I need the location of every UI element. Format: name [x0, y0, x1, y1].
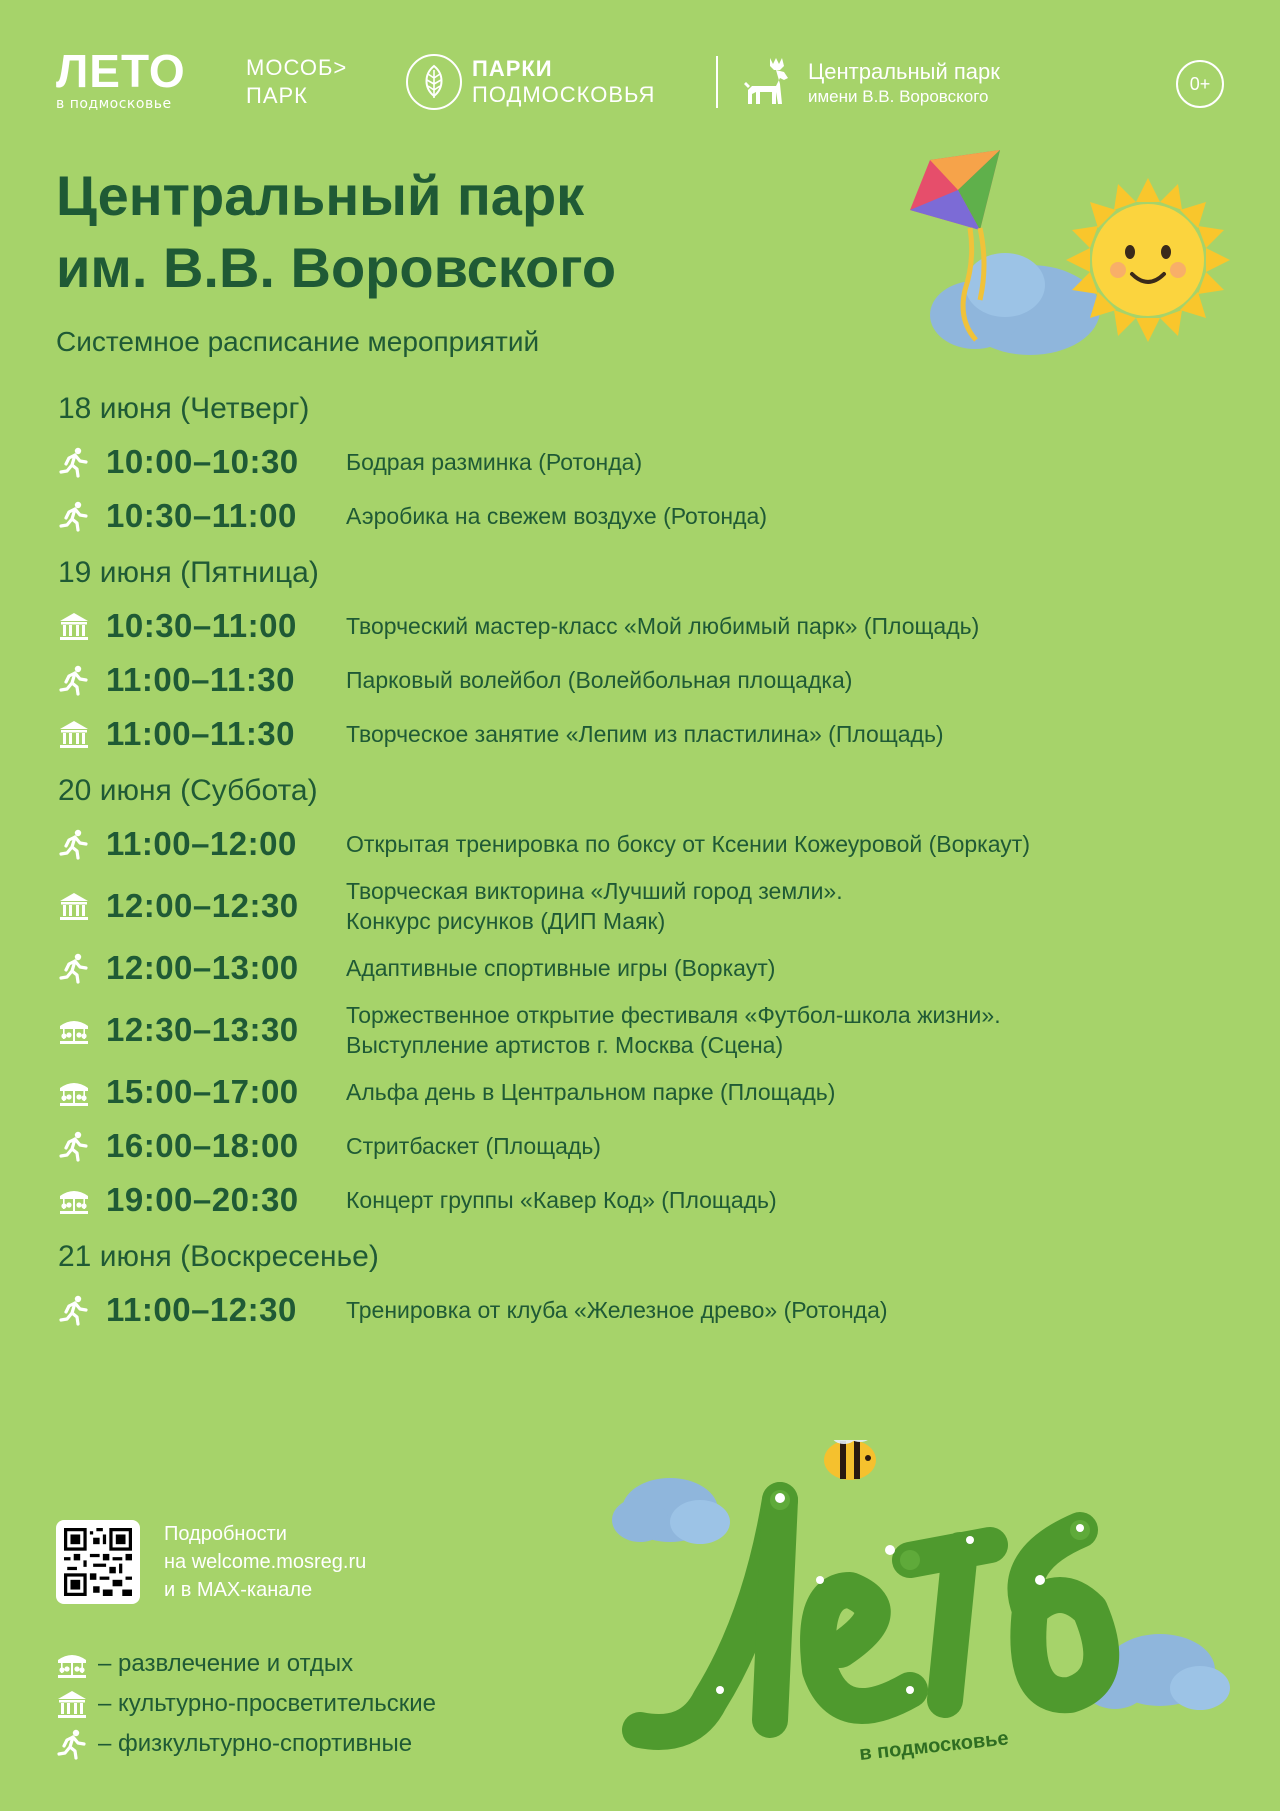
- event-row: [58, 494, 1238, 538]
- event-description: Стритбаскет (Площадь): [346, 1133, 601, 1159]
- header-divider: [716, 56, 718, 108]
- runner-icon: [58, 952, 90, 984]
- leto-word: Лето: [610, 1440, 613, 1441]
- page-title: [56, 160, 616, 304]
- runner-icon: [58, 1130, 90, 1162]
- event-description: Альфа день в Центральном парке (Площадь): [346, 1079, 836, 1105]
- event-description: Тренировка от клуба «Железное древо» (Ротонда): [346, 1297, 888, 1323]
- moose-icon: [740, 54, 796, 112]
- event-time: 10:30–11:00: [106, 607, 297, 644]
- event-time: 10:30–11:00: [106, 497, 297, 534]
- carousel-icon: [58, 1076, 90, 1108]
- event-time: 16:00–18:00: [106, 1127, 299, 1164]
- leto-logo-subtext: в подмосковье: [56, 96, 172, 112]
- day-title: 19 июня (Пятница): [58, 556, 319, 589]
- event-row: [58, 1000, 1238, 1060]
- event-description: Концерт группы «Кавер Код» (Площадь): [346, 1187, 777, 1213]
- event-time: 11:00–12:00: [106, 825, 297, 862]
- museum-icon: [56, 1688, 88, 1720]
- central-park-line1: Центральный парк: [808, 59, 1000, 84]
- event-description: Аэробика на свежем воздухе (Ротонда): [346, 503, 767, 529]
- central-park-line2: имени В.В. Воровского: [808, 87, 989, 106]
- event-time: 19:00–20:30: [106, 1181, 299, 1218]
- day-title: 18 июня (Четверг): [58, 392, 310, 425]
- age-rating-badge: 0+: [1176, 60, 1224, 108]
- day-title: 21 июня (Воскресенье): [58, 1240, 379, 1273]
- legend-text: – физкультурно-спортивные: [98, 1730, 413, 1757]
- leto-word-subtitle: в подмосковье: [858, 1727, 1010, 1765]
- mosoblpark-line1: МОСОБ>: [246, 55, 348, 80]
- runner-icon: [58, 1294, 90, 1326]
- day-section: [58, 1240, 1238, 1332]
- event-description: Творческий мастер-класс «Мой любимый парк» (Площадь): [346, 613, 980, 639]
- page-title-line2: им. В.В. Воровского: [56, 236, 617, 299]
- carousel-icon: [58, 1184, 90, 1216]
- event-row: [58, 712, 1238, 756]
- event-row: [58, 1288, 1238, 1332]
- event-description: Парковый волейбол (Волейбольная площадка): [346, 667, 853, 693]
- event-row: [58, 1124, 1238, 1168]
- mosoblpark-logo: [246, 54, 347, 110]
- event-row: [58, 1070, 1238, 1114]
- kite-sun-illustration: [880, 150, 1240, 394]
- event-time: 11:00–12:30: [106, 1291, 297, 1328]
- day-section: [58, 556, 1238, 756]
- mosoblpark-line2: ПАРК: [246, 83, 308, 108]
- bee-icon: [824, 1440, 876, 1480]
- qr-code[interactable]: [56, 1520, 140, 1604]
- event-time: 10:00–10:30: [106, 443, 299, 480]
- leto-grass-illustration: [610, 1440, 1230, 1774]
- info-line2[interactable]: на welcome.mosreg.ru: [164, 1551, 367, 1573]
- museum-icon: [58, 610, 90, 642]
- more-info-text: [164, 1520, 366, 1604]
- sun-icon: [1066, 178, 1230, 342]
- event-row: [58, 440, 1238, 484]
- event-time: 11:00–11:30: [106, 661, 296, 698]
- runner-icon: [58, 500, 90, 532]
- event-row: [58, 604, 1238, 648]
- legend-text: – развлечение и отдых: [98, 1650, 354, 1677]
- header: [56, 45, 1224, 118]
- event-time: 12:00–13:00: [106, 949, 299, 986]
- legend-text: – культурно-просветительские: [98, 1690, 436, 1717]
- legend-item: [56, 1684, 436, 1724]
- parki-line1: ПАРКИ: [472, 56, 553, 81]
- event-row: [58, 658, 1238, 702]
- event-time: 12:30–13:30: [106, 1011, 299, 1048]
- event-time: 12:00–12:30: [106, 887, 299, 924]
- parki-line2: ПОДМОСКОВЬЯ: [472, 82, 656, 107]
- event-time: 11:00–11:30: [106, 715, 296, 752]
- day-section: [58, 392, 1238, 538]
- museum-icon: [58, 890, 90, 922]
- runner-icon: [58, 664, 90, 696]
- runner-icon: [58, 828, 90, 860]
- event-description: Творческая викторина «Лучший город земли». Конкурс рисунков (ДИП Маяк): [346, 878, 843, 934]
- schedule: [58, 392, 1238, 1342]
- icon-legend: [56, 1644, 436, 1764]
- event-row: [58, 822, 1238, 866]
- event-description: Торжественное открытие фестиваля «Футбол-школа жизни». Выступление артистов г. Москва (Сцена): [346, 1002, 1001, 1058]
- event-description: Бодрая разминка (Ротонда): [346, 449, 643, 475]
- museum-icon: [58, 718, 90, 750]
- runner-icon: [58, 446, 90, 478]
- event-description: Открытая тренировка по боксу от Ксении Кожеуровой (Воркаут): [346, 831, 1030, 857]
- event-row: [58, 946, 1238, 990]
- legend-item: [56, 1724, 436, 1764]
- day-section: [58, 774, 1238, 1222]
- runner-icon: [56, 1728, 88, 1760]
- carousel-icon: [58, 1014, 90, 1046]
- carousel-icon: [56, 1648, 88, 1680]
- leto-logo: [56, 45, 186, 112]
- parki-podmoskovya-logo: [406, 52, 655, 112]
- central-park-logo: [740, 54, 1000, 112]
- day-title: 20 июня (Суббота): [58, 774, 318, 807]
- leto-logo-text: ЛЕТО: [56, 45, 186, 97]
- event-description: Творческое занятие «Лепим из пластилина» (Площадь): [346, 721, 944, 747]
- info-line3: и в MAX-канале: [164, 1579, 313, 1601]
- event-row: [58, 1178, 1238, 1222]
- page-title-line1: Центральный парк: [56, 164, 585, 227]
- legend-item: [56, 1644, 436, 1684]
- page-subtitle: Системное расписание мероприятий: [56, 326, 540, 357]
- info-line1: Подробности: [164, 1523, 287, 1545]
- event-row: [58, 876, 1238, 936]
- event-time: 15:00–17:00: [106, 1073, 299, 1110]
- event-description: Адаптивные спортивные игры (Воркаут): [346, 955, 776, 981]
- leaf-icon: [406, 54, 462, 110]
